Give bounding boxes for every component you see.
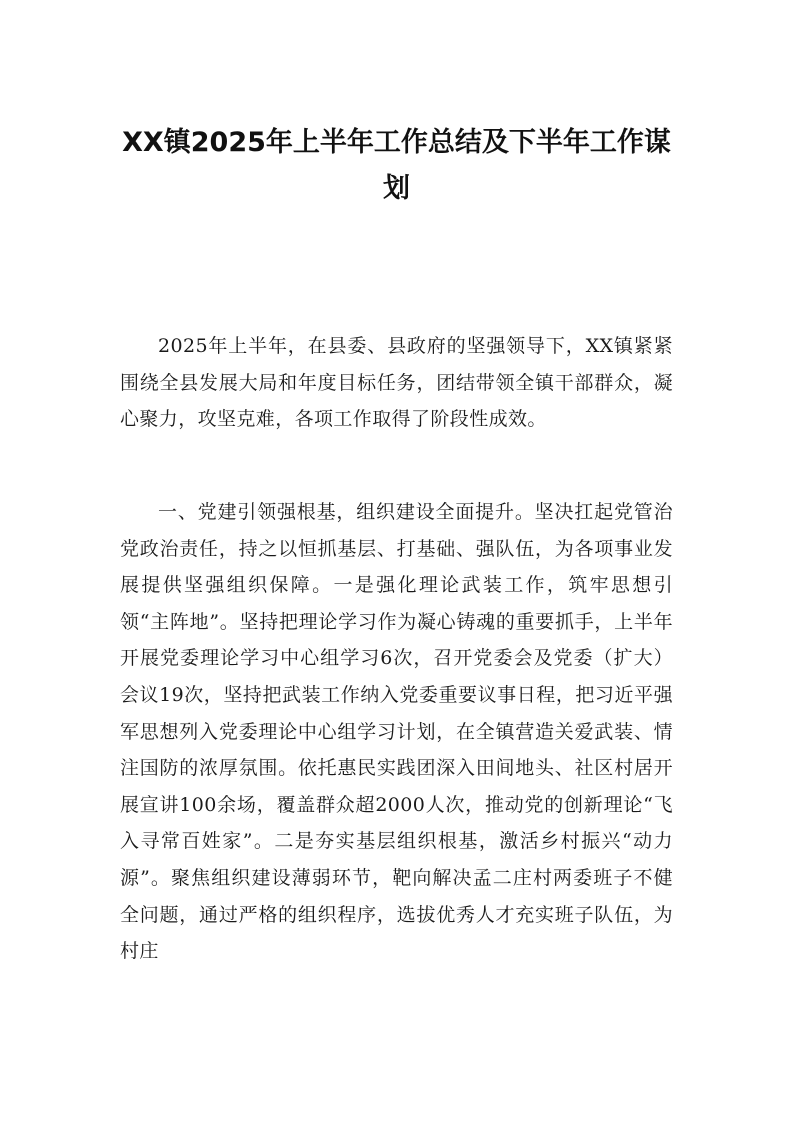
section-one-paragraph: 一、党建引领强根基，组织建设全面提升。坚决扛起党管治党政治责任，持之以恒抓基层、打基础、强队伍，为各项事业发展提供坚强组织保障。一是强化理论武装工作，筑牢思想引领“主阵地”。坚持把理论学习作为凝心铸魂的重要抓手，上半年开展党委理论学习中心组学习6次，召开党委会及党委（扩大）会议19次，坚持把武装工作纳入党委重要议事日程，把习近平强军思想列入党委理论中心组学习计划，在全镇营造关爱武装、情注国防的浓厚氛围。依托惠民实践团深入田间地头、社区村居开展宣讲100余场，覆盖群众超2000人次，推动党的创新理论“飞入寻常百姓家”。二是夯实基层组织根基，激活乡村振兴“动力源”。聚焦组织建设薄弱环节，靶向解决孟二庄村两委班子不健全问题，通过严格的组织程序，选拔优秀人才充实班子队伍，为村庄 bbox=[120, 501, 673, 963]
intro-paragraph: 2025年上半年，在县委、县政府的坚强领导下，XX镇紧紧围绕全县发展大局和年度目标任务，团结带领全镇干部群众，凝心聚力，攻坚克难，各项工作取得了阶段性成效。 bbox=[120, 335, 673, 431]
document-title: XX镇2025年上半年工作总结及下半年工作谋划 bbox=[122, 127, 671, 204]
